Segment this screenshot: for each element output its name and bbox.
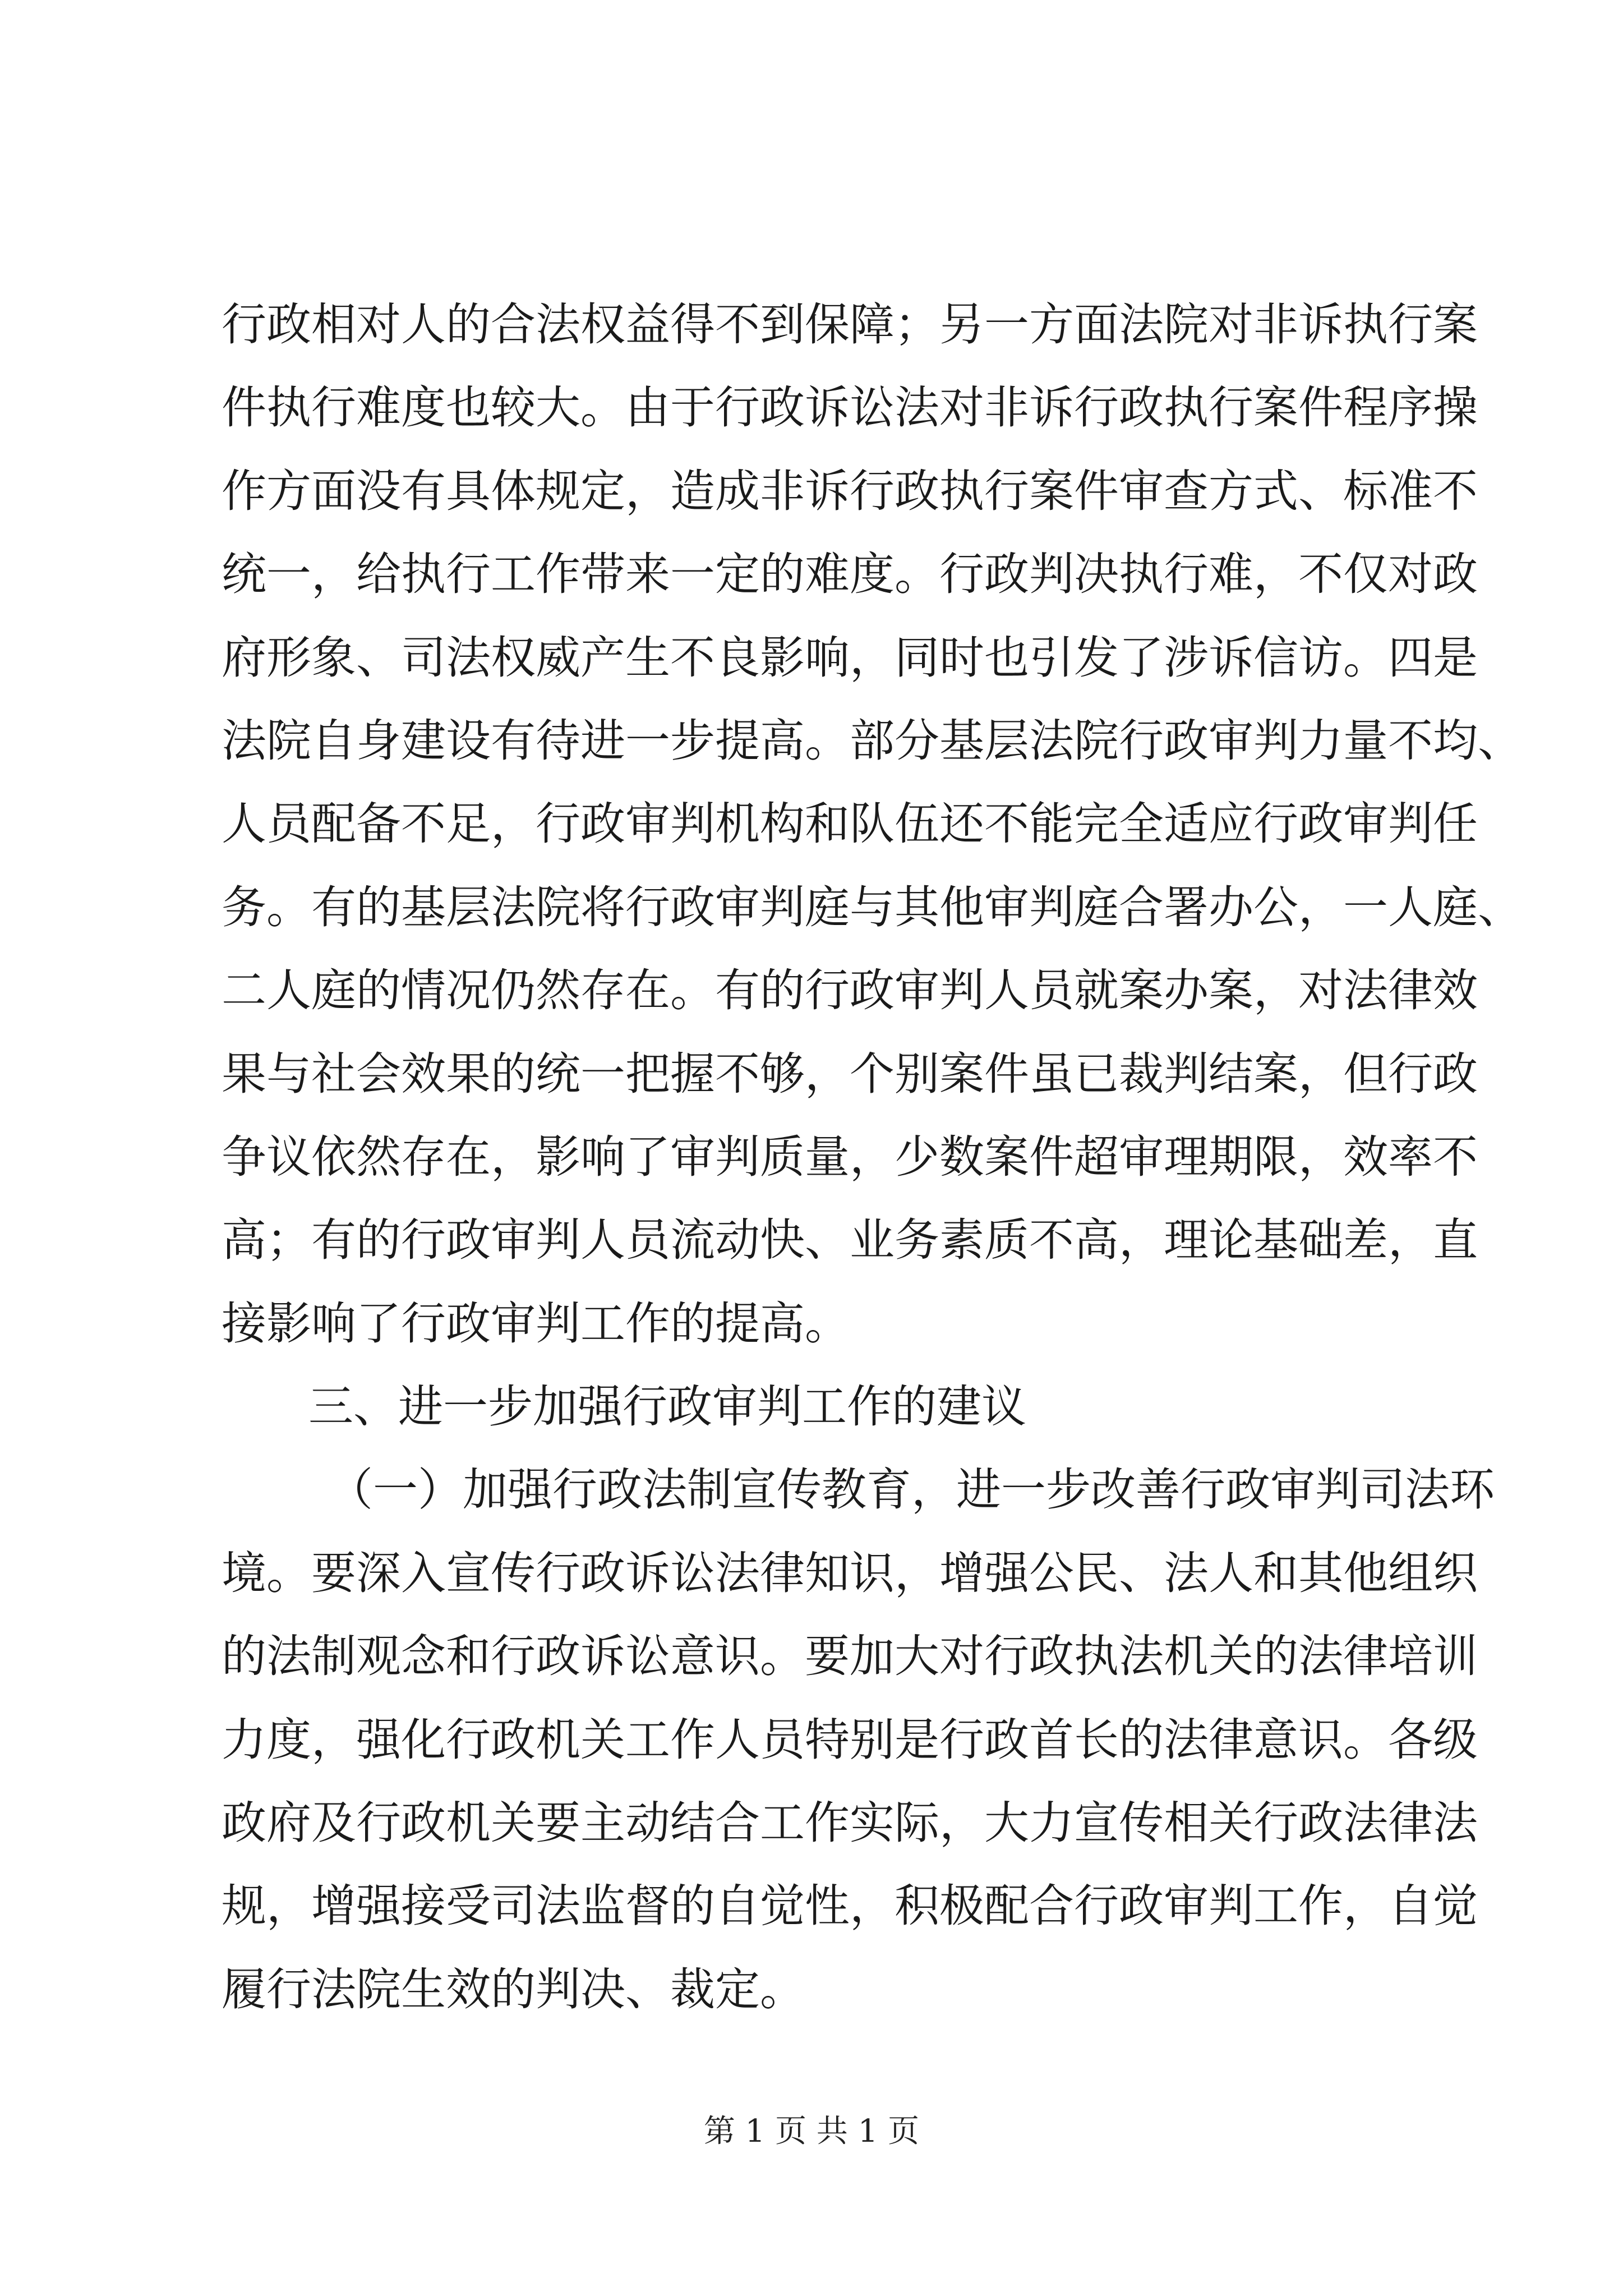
subsection-heading: （一）加强行政法制宣传教育，进一步改善行政审判司法环: [328, 1464, 1495, 1516]
text-line: 争议依然存在，影响了审判质量，少数案件超审理期限，效率不: [222, 1130, 1478, 1183]
text-line: 务。有的基层法院将行政审判庭与其他审判庭合署办公，一人庭、: [222, 881, 1523, 933]
text-line: 行政相对人的合法权益得不到保障；另一方面法院对非诉执行案: [222, 298, 1478, 351]
text-line: 人员配备不足，行政审判机构和队伍还不能完全适应行政审判任: [222, 798, 1478, 850]
text-line: 力度，强化行政机关工作人员特别是行政首长的法律意识。各级: [222, 1713, 1478, 1766]
text-line: 履行法院生效的判决、裁定。: [222, 1963, 805, 2016]
text-line: 境。要深入宣传行政诉讼法律知识，增强公民、法人和其他组织: [222, 1547, 1478, 1599]
text-line: 的法制观念和行政诉讼意识。要加大对行政执法机关的法律培训: [222, 1630, 1478, 1683]
text-line: 府形象、司法权威产生不良影响，同时也引发了涉诉信访。四是: [222, 631, 1478, 684]
text-line: 法院自身建设有待进一步提高。部分基层法院行政审判力量不均、: [222, 714, 1523, 767]
document-body: [222, 295, 1523, 2042]
text-line: 规，增强接受司法监督的自觉性，积极配合行政审判工作，自觉: [222, 1880, 1478, 1932]
text-line: 政府及行政机关要主动结合工作实际，大力宣传相关行政法律法: [222, 1797, 1478, 1849]
text-line: 作方面没有具体规定，造成非诉行政执行案件审查方式、标准不: [222, 464, 1478, 517]
page-number-footer: 第 1 页 共 1 页: [703, 2113, 920, 2150]
text-line: 接影响了行政审判工作的提高。: [222, 1297, 850, 1350]
text-line: 统一，给执行工作带来一定的难度。行政判决执行难，不仅对政: [222, 548, 1478, 601]
section-heading: 三、进一步加强行政审判工作的建议: [308, 1381, 1026, 1433]
text-line: 二人庭的情况仍然存在。有的行政审判人员就案办案，对法律效: [222, 964, 1478, 1017]
text-line: 件执行难度也较大。由于行政诉讼法对非诉行政执行案件程序操: [222, 381, 1478, 434]
text-line: 高；有的行政审判人员流动快、业务素质不高，理论基础差，直: [222, 1214, 1478, 1267]
text-line: 果与社会效果的统一把握不够，个别案件虽已裁判结案，但行政: [222, 1047, 1478, 1100]
